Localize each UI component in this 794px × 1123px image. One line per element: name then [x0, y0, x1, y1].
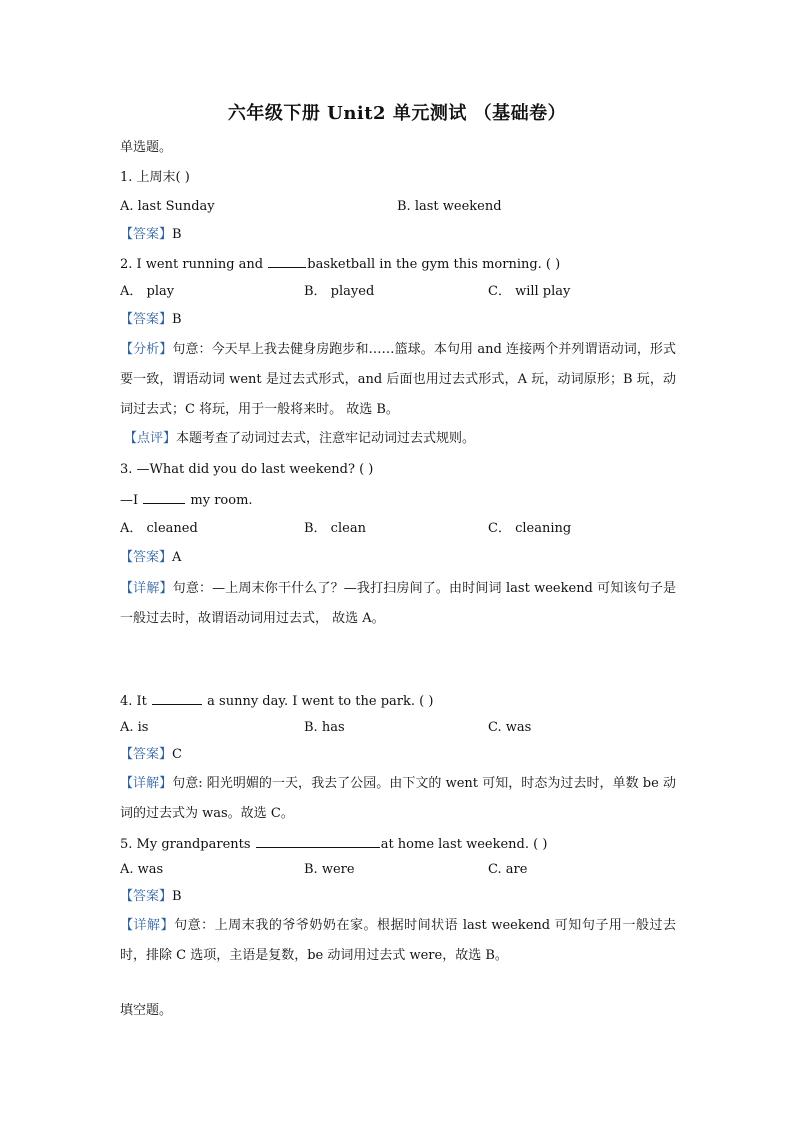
question-5-detail [120, 911, 676, 971]
answer-blank [268, 254, 306, 268]
question-4-detail [120, 769, 676, 829]
detail-text: 句意：上周末我的爷爷奶奶在家。根据时间状语 last weekend 可知句子用一般过去时，排除 C 选项，主语是复数，be 动词用过去式 were，故选 B。 [120, 918, 676, 963]
question-1-option-b: B. last weekend [397, 199, 502, 214]
comment-text: 本题考查了动词过去式，注意牢记动词过去式规则。 [176, 431, 476, 446]
question-3-answer [120, 549, 181, 567]
question-2-option-c: C． will play [488, 284, 571, 299]
question-4-stem [120, 691, 433, 711]
question-2-analysis [120, 335, 676, 425]
detail-tag: 【详解】 [120, 581, 173, 596]
section-heading-fill-in: 填空题。 [120, 1003, 173, 1018]
question-3-option-a: A． cleaned [120, 521, 198, 536]
answer-blank [143, 490, 185, 504]
analysis-text: 句意：今天早上我去健身房跑步和……篮球。本句用 and 连接两个并列谓语动词，形式要一致，谓语动词 went 是过去式形式，and 后面也用过去式形式，A 玩，动词原形；B 玩，动词过去式；C 将玩，用于一般将来时。 故选 B。 [120, 342, 676, 417]
detail-tag: 【详解】 [120, 918, 175, 933]
question-3-detail [120, 574, 676, 634]
question-2-stem-part-a: 2. I went running and [120, 257, 268, 272]
answer-value: B [172, 312, 182, 327]
answer-blank [152, 691, 202, 705]
question-3-line-2-part-a: —I [120, 493, 143, 508]
answer-value: A [172, 550, 182, 565]
answer-value: C [172, 747, 182, 762]
answer-tag: 【答案】 [120, 747, 173, 762]
question-2-answer [120, 311, 182, 329]
answer-tag: 【答案】 [120, 312, 173, 327]
question-1-stem: 1. 上周末( ) [120, 170, 190, 185]
question-5-stem-part-b: at home last weekend. ( ) [380, 837, 548, 852]
question-2-stem [120, 254, 560, 274]
detail-text: 句意: 阳光明媚的一天，我去了公园。由下文的 went 可知，时态为过去时，单数 be 动词的过去式为 was。故选 C。 [120, 776, 676, 821]
question-3-option-b: B． clean [304, 521, 366, 536]
detail-text: 句意：—上周末你干什么了？—我打扫房间了。由时间词 last weekend 可知该句子是一般过去时，故谓语动词用过去式， 故选 A。 [120, 581, 676, 626]
answer-tag: 【答案】 [120, 889, 173, 904]
question-2-option-a: A． play [120, 284, 175, 299]
page-title: 六年级下册 Unit2 单元测试 （基础卷） [227, 103, 567, 124]
question-3-stem: 3. —What did you do last weekend? ( ) [120, 462, 374, 477]
answer-tag: 【答案】 [120, 227, 173, 242]
answer-value: B [172, 227, 182, 242]
question-4-stem-part-a: 4. It [120, 694, 152, 709]
question-2-option-b: B． played [304, 284, 375, 299]
question-4-option-c: C. was [488, 720, 532, 735]
question-3-line-2-part-b: my room. [186, 493, 253, 508]
question-4-option-b: B. has [304, 720, 345, 735]
question-5-option-a: A. was [120, 862, 164, 877]
question-3-option-c: C． cleaning [488, 521, 572, 536]
answer-tag: 【答案】 [120, 550, 173, 565]
question-5-option-b: B. were [304, 862, 355, 877]
question-3-line-2 [120, 490, 253, 510]
question-5-stem [120, 834, 547, 854]
answer-value: B [172, 889, 182, 904]
question-4-option-a: A. is [120, 720, 149, 735]
question-2-comment [124, 430, 475, 448]
question-1-option-a: A. last Sunday [120, 199, 215, 214]
question-1-answer [120, 226, 182, 244]
answer-blank [256, 834, 380, 848]
question-4-answer [120, 746, 182, 764]
section-heading-single-choice: 单选题。 [120, 140, 173, 155]
question-5-option-c: C. are [488, 862, 528, 877]
comment-tag: 【点评】 [124, 431, 177, 446]
question-4-stem-part-b: a sunny day. I went to the park. ( ) [203, 694, 434, 709]
question-2-stem-part-b: basketball in the gym this morning. ( ) [307, 257, 561, 272]
detail-tag: 【详解】 [120, 776, 173, 791]
question-5-answer [120, 888, 182, 906]
analysis-tag: 【分析】 [120, 342, 173, 357]
question-5-stem-part-a: 5. My grandparents [120, 837, 255, 852]
